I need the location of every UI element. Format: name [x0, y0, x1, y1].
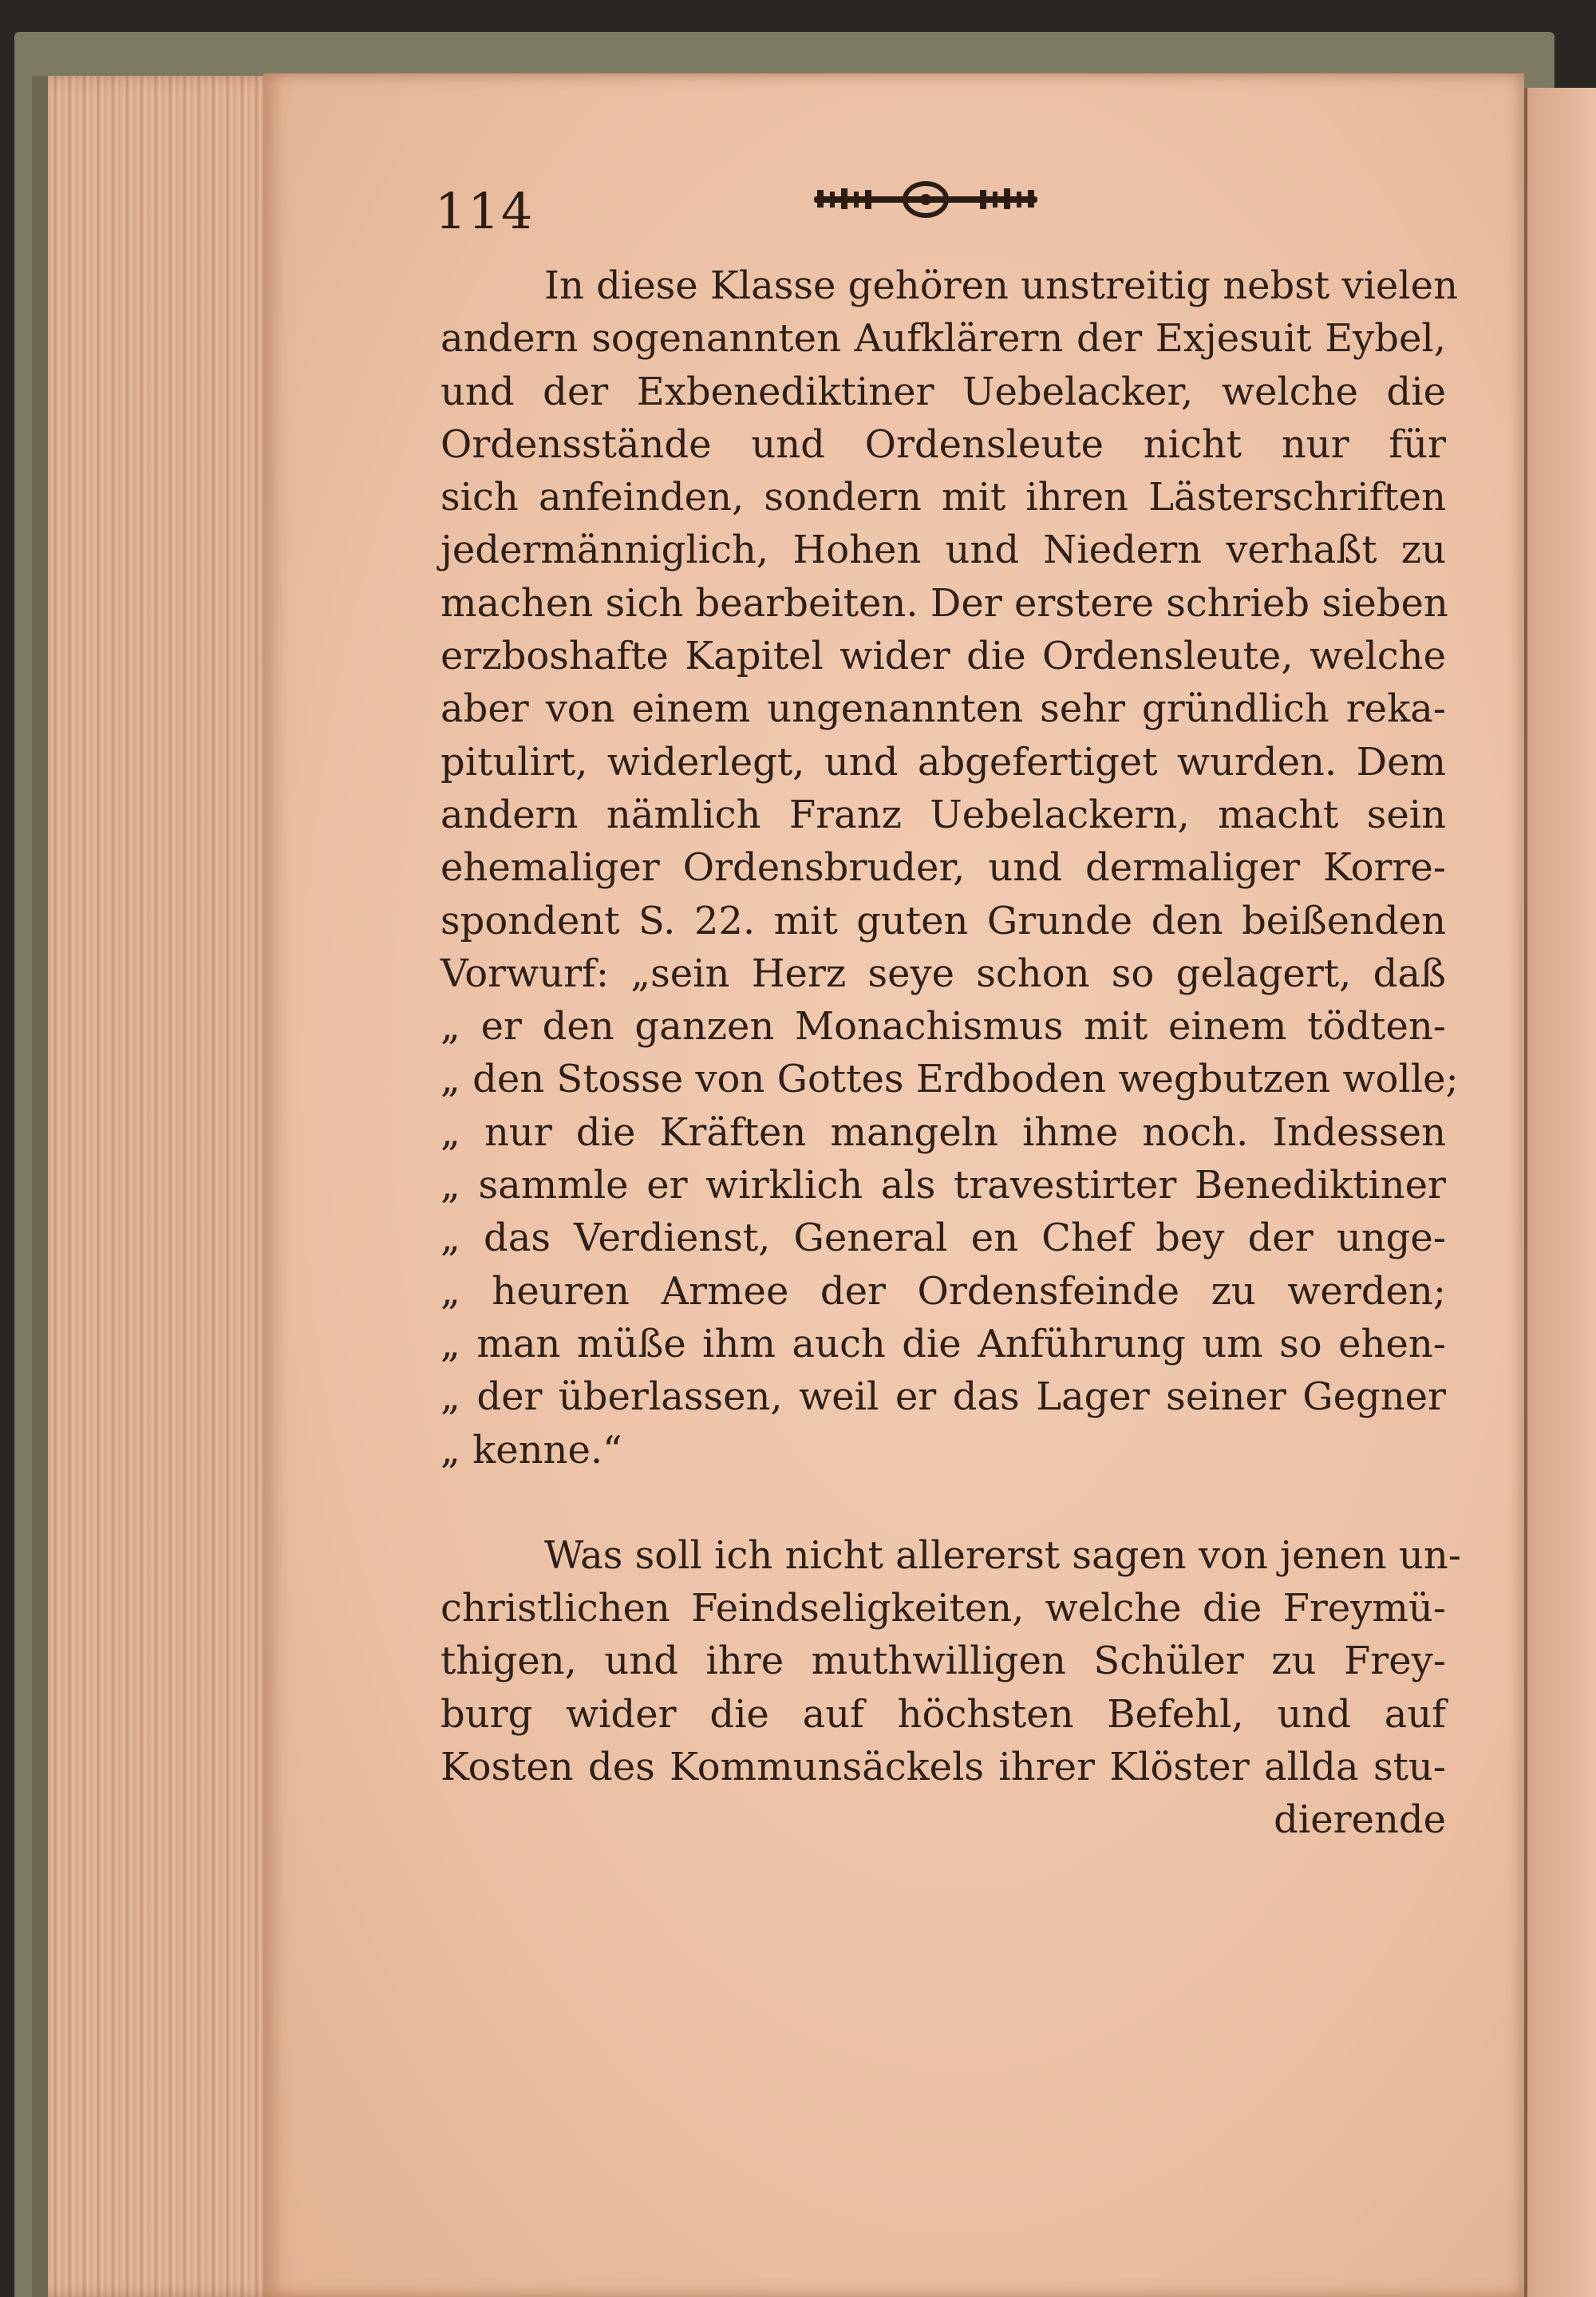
text-line: „ heuren Armee der Ordensfeinde zu werden;: [440, 1268, 1446, 1314]
text-line: „ den Stosse von Gottes Erdboden wegbutzen wolle;: [440, 1057, 1459, 1102]
text-line: erzboshafte Kapitel wider die Ordensleute, welche: [440, 634, 1446, 679]
text-line: ehemaliger Ordensbruder, und dermaliger Korre-: [440, 845, 1446, 891]
text-line: „ er den ganzen Monachismus mit einem tödten-: [440, 1004, 1446, 1050]
text-line: „ kenne.“: [440, 1427, 622, 1473]
text-line: sich anfeinden, sondern mit ihren Lästerschriften: [440, 475, 1446, 520]
text-line: andern sogenannten Aufklärern der Exjesuit Eybel,: [440, 316, 1446, 362]
text-line: „ nur die Kräften mangeln ihme noch. Indessen: [440, 1109, 1446, 1155]
text-line: „ man müße ihm auch die Anführung um so ehen-: [440, 1321, 1446, 1366]
text-line: spondent S. 22. mit guten Grunde den beißenden: [440, 898, 1446, 943]
text-line: pitulirt, widerlegt, und abgefertiget wurden. Dem: [440, 739, 1446, 785]
text-line: andern nämlich Franz Uebelackern, macht sein: [440, 792, 1446, 837]
paragraph-gap: [440, 1477, 1446, 1529]
text-line: burg wider die auf höchsten Befehl, und auf: [440, 1691, 1446, 1737]
text-line: machen sich bearbeiten. Der erstere schrieb sieben: [440, 580, 1448, 626]
text-line: aber von einem ungenannten sehr gründlich reka-: [440, 686, 1446, 732]
text-line: In diese Klasse gehören unstreitig nebst vielen: [544, 263, 1458, 308]
page-number: 114: [435, 182, 535, 240]
text-line: Was soll ich nicht allererst sagen von jenen un-: [544, 1532, 1461, 1578]
text-line: thigen, und ihre muthwilligen Schüler zu Frey-: [440, 1639, 1446, 1684]
page-text: [440, 259, 1461, 1847]
text-line: und der Exbenediktiner Uebelacker, welche die: [440, 369, 1446, 414]
catchword: dierende: [1274, 1797, 1446, 1843]
text-line: jedermänniglich, Hohen und Niedern verhaßt zu: [440, 528, 1446, 573]
text-line: Kosten des Kommunsäckels ihrer Klöster allda stu-: [440, 1745, 1446, 1790]
text-line: „ sammle er wirklich als travestirter Benediktiner: [440, 1163, 1446, 1208]
text-line: Vorwurf: „sein Herz seye schon so gelagert, daß: [440, 951, 1446, 996]
facing-page-edge: [1527, 88, 1596, 2297]
page-edges: [48, 76, 279, 2297]
text-line: christlichen Feindseligkeiten, welche die Freymü-: [440, 1586, 1446, 1631]
text-line: Ordensstände und Ordensleute nicht nur für: [440, 421, 1446, 467]
printer-ornament-icon: [806, 176, 1045, 223]
text-line: „ das Verdienst, General en Chef bey der unge-: [440, 1216, 1446, 1261]
text-line: „ der überlassen, weil er das Lager seiner Gegner: [440, 1374, 1446, 1420]
